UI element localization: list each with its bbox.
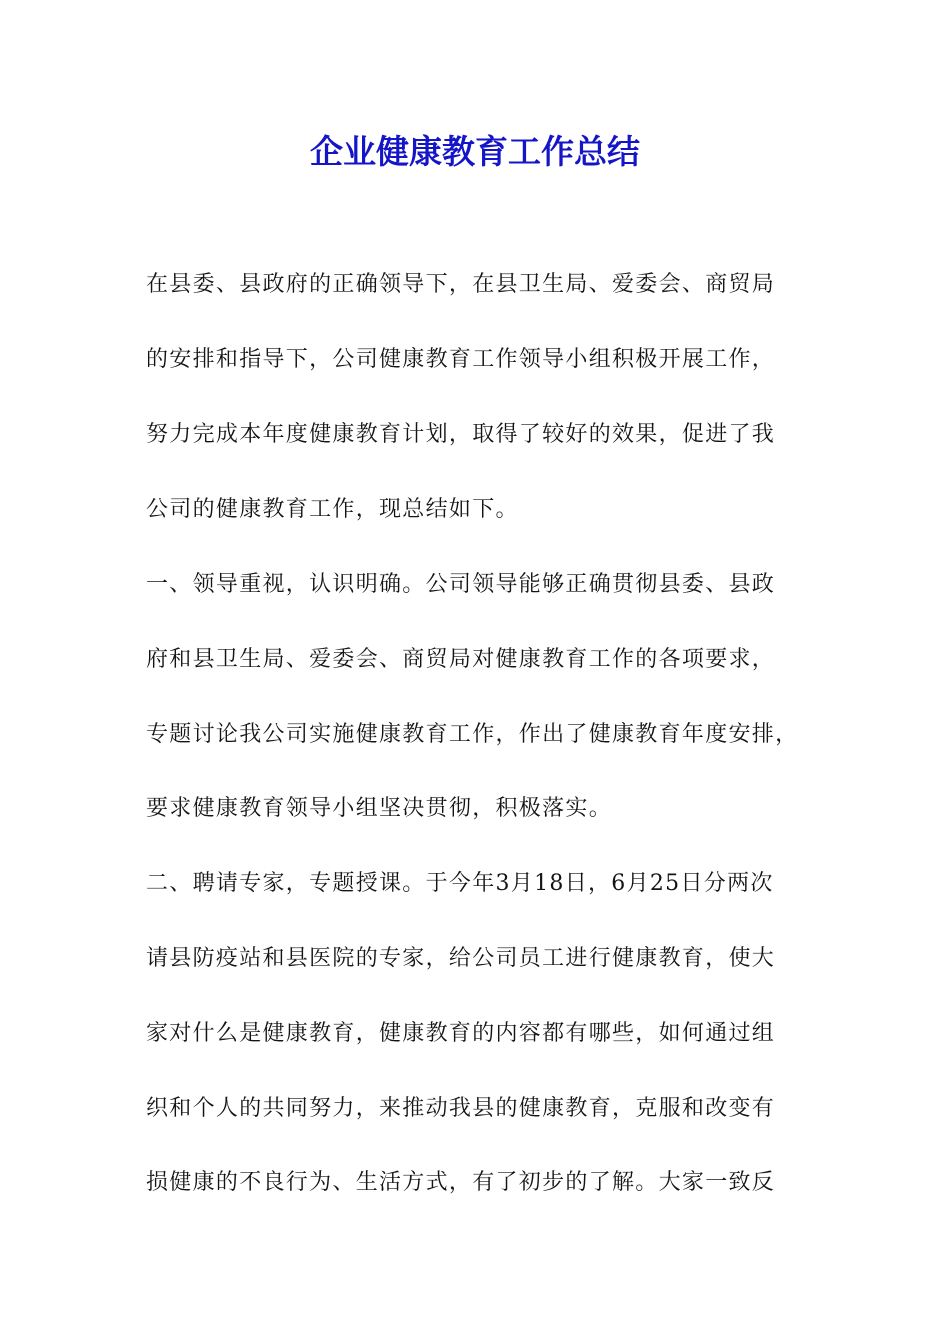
body-line: 一、领导重视，认识明确。公司领导能够正确贯彻县委、县政: [146, 572, 776, 597]
body-line: 请县防疫站和县医院的专家，给公司员工进行健康教育，使大: [146, 946, 776, 971]
body-line: 二、聘请专家，专题授课。于今年3月18日，6月25日分两次: [146, 871, 774, 896]
body-line: 府和县卫生局、爱委会、商贸局对健康教育工作的各项要求，: [146, 647, 776, 672]
body-line: 家对什么是健康教育，健康教育的内容都有哪些，如何通过组: [146, 1021, 776, 1046]
body-line: 的安排和指导下，公司健康教育工作领导小组积极开展工作，: [146, 347, 776, 372]
body-line: 要求健康教育领导小组坚决贯彻，积极落实。: [146, 796, 613, 821]
body-line: 织和个人的共同努力，来推动我县的健康教育，克服和改变有: [146, 1096, 776, 1121]
document-title: 企业健康教育工作总结: [310, 132, 640, 171]
body-line: 损健康的不良行为、生活方式，有了初步的了解。大家一致反: [146, 1170, 776, 1195]
body-line: 公司的健康教育工作，现总结如下。: [146, 497, 519, 522]
body-line: 努力完成本年度健康教育计划，取得了较好的效果，促进了我: [146, 422, 776, 447]
body-line: 在县委、县政府的正确领导下，在县卫生局、爱委会、商贸局: [146, 272, 776, 297]
body-line: 专题讨论我公司实施健康教育工作，作出了健康教育年度安排，: [146, 722, 799, 747]
